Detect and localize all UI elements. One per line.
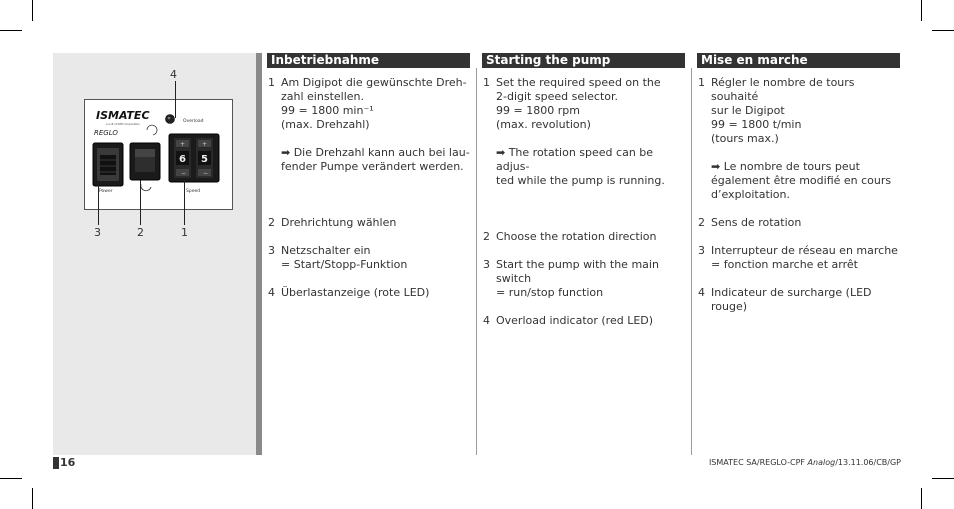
svg-text:+: + (202, 141, 208, 148)
item-number: 2 (268, 216, 275, 229)
rotation-arrow-icon (147, 125, 157, 135)
overload-label: Overload (183, 119, 204, 124)
item-number: 4 (698, 286, 705, 299)
pump-panel-drawing (85, 100, 232, 209)
note-text: d’exploitation. (711, 188, 791, 201)
item-number: 2 (483, 230, 490, 243)
speed-digit-tens: 6 (179, 154, 186, 165)
item-number: 3 (483, 258, 490, 271)
item-text: Choose the rotation direction (496, 230, 657, 243)
leader-line-2 (140, 180, 141, 225)
item-number: 3 (698, 244, 705, 257)
item-number: 4 (483, 314, 490, 327)
callout-2: 2 (137, 226, 144, 239)
crop-mark (0, 30, 22, 31)
page-number-marker (53, 457, 59, 469)
leader-line-4 (175, 81, 176, 118)
item-number: 1 (698, 76, 705, 89)
list-item (267, 216, 470, 230)
item-number: 3 (268, 244, 275, 257)
document-reference: ISMATEC SA/REGLO-CPF Analog/13.11.06/CB/GP (708, 458, 901, 467)
crop-mark (32, 488, 33, 509)
item-number: 2 (698, 216, 705, 229)
svg-text:−: − (203, 170, 209, 177)
list-item (697, 76, 900, 202)
note-text: ➡ The rotation speed can be adjus- (496, 146, 654, 173)
note-text: ➡ Die Drehzahl kann auch bei lau- (281, 146, 470, 159)
item-text: = run/stop function (496, 286, 604, 299)
column-english (482, 53, 685, 328)
overload-led (166, 115, 175, 124)
power-label: Power (99, 189, 113, 194)
item-text: 99 = 1800 t/min (711, 118, 802, 131)
item-text: Am Digipot die gewünschte Dreh- (281, 76, 467, 89)
list-item (697, 244, 900, 272)
item-text: = fonction marche et arrêt (711, 258, 858, 271)
pump-control-panel (84, 99, 233, 210)
item-number: 1 (483, 76, 490, 89)
crop-mark (921, 0, 922, 21)
item-text: (max. revolution) (496, 118, 591, 131)
list-item (482, 314, 685, 328)
item-text: Régler le nombre de tours souhaité (711, 76, 855, 103)
item-text: sur le Digipot (711, 104, 785, 117)
crop-mark (0, 478, 22, 479)
item-text: Interrupteur de réseau en marche (711, 244, 898, 257)
note-text: ted while the pump is running. (496, 174, 665, 187)
crop-mark (921, 488, 922, 509)
section-heading: Inbetriebnahme (267, 53, 470, 68)
item-text: = Start/Stopp-Funktion (281, 258, 408, 271)
svg-text:−: − (181, 170, 187, 177)
item-number: 4 (268, 286, 275, 299)
item-text: 2-digit speed selector. (496, 90, 619, 103)
item-text: 99 = 1800 rpm (496, 104, 580, 117)
list-item (482, 230, 685, 244)
item-text: Indicateur de surcharge (LED rouge) (711, 286, 872, 313)
item-text: Sens de rotation (711, 216, 802, 229)
svg-text:+: + (180, 141, 186, 148)
item-text: 99 = 1800 min⁻¹ (281, 104, 374, 117)
note-text: fender Pumpe verändert werden. (281, 160, 464, 173)
list-item (267, 244, 470, 272)
rotation-arrow-icon (141, 184, 151, 191)
leader-line-1 (184, 180, 185, 225)
brand-subtitle: a unit of IDEX Corporation (106, 123, 140, 126)
item-text: zahl einstellen. (281, 90, 364, 103)
model-name: REGLO (94, 129, 118, 137)
column-german (267, 53, 470, 300)
column-divider (476, 68, 477, 455)
item-text: Überlastanzeige (rote LED) (281, 286, 430, 299)
column-divider (691, 68, 692, 455)
item-text: Netzschalter ein (281, 244, 371, 257)
section-heading: Mise en marche (697, 53, 900, 68)
note-text: également être modifié en cours (711, 174, 892, 187)
item-number: 1 (268, 76, 275, 89)
list-item (482, 258, 685, 300)
callout-1: 1 (181, 226, 188, 239)
item-text: Overload indicator (red LED) (496, 314, 654, 327)
column-french (697, 53, 900, 314)
item-text: Drehrichtung wählen (281, 216, 397, 229)
note-text: ➡ Le nombre de tours peut (711, 160, 860, 173)
page-number: 16 (60, 456, 76, 469)
list-item (267, 286, 470, 300)
crop-mark (32, 0, 33, 21)
callout-3: 3 (94, 226, 101, 239)
brand-logo: ISMATEC (96, 109, 150, 122)
crop-mark (932, 30, 954, 31)
leader-line-3 (98, 183, 99, 225)
speed-digit-ones: 5 (201, 154, 208, 165)
item-text: Start the pump with the main switch (496, 258, 659, 285)
list-item (697, 216, 900, 230)
section-heading: Starting the pump (482, 53, 685, 68)
callout-4: 4 (170, 68, 177, 81)
item-text: Set the required speed on the (496, 76, 661, 89)
speed-label: Speed (186, 189, 201, 194)
list-item (267, 76, 470, 174)
crop-mark (932, 478, 954, 479)
item-text: (max. Drehzahl) (281, 118, 370, 131)
list-item (482, 76, 685, 188)
item-text: (tours max.) (711, 132, 779, 145)
panel-divider (256, 53, 262, 455)
list-item (697, 286, 900, 314)
